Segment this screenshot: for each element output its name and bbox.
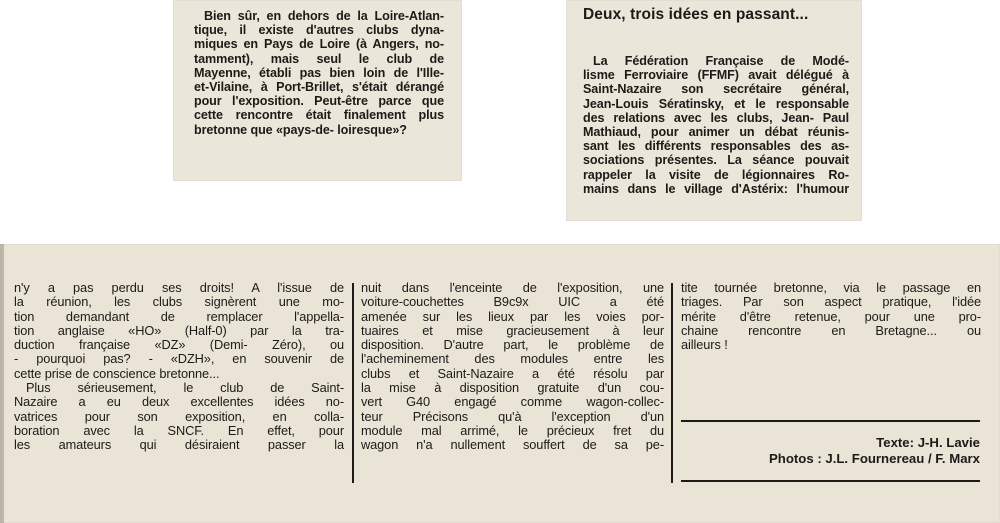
section-heading: Deux, trois idées en passant...: [583, 6, 809, 23]
text-line: la mise à disposition gratuite d'un cou-: [361, 380, 664, 396]
scan-edge-shadow: [0, 244, 4, 523]
article-column-2: [361, 281, 664, 453]
article-column-1: [14, 281, 344, 453]
text-line: n'y a pas perdu ses droits! A l'issue de: [14, 280, 344, 295]
text-line: pour l'exposition. Peut-être parce que: [194, 94, 444, 109]
text-line: cette prise de conscience bretonne...: [14, 365, 220, 381]
credits: [681, 435, 980, 466]
text-line: Bien sûr, en dehors de la Loire-Atlan-: [204, 9, 444, 23]
text-line: l'acheminement des modules entre les: [361, 351, 664, 367]
text-line: miques en Pays de Loire (à Angers, no-: [194, 37, 444, 52]
text-line: tion demandant de remplacer l'appella-: [14, 308, 344, 324]
text-line: teur Précisons qu'à l'exception d'un: [361, 408, 664, 424]
text-line: mains dans le village d'Astérix: l'humour: [583, 181, 849, 196]
text-line: chaine rencontre en Bretagne... ou: [681, 322, 981, 338]
text-line: La Fédération Française de Modé-: [593, 54, 849, 68]
text-line: la réunion, les clubs signèrent une mo-: [14, 294, 344, 310]
column-divider: [671, 283, 673, 483]
text-line: sant les différents responsables des as-: [583, 139, 849, 154]
text-line: nuit dans l'enceinte de l'exposition, une: [361, 280, 664, 295]
text-line: module mal arrimé, le précieux fret du: [361, 422, 664, 438]
text-line: voiture-couchettes B9c9x UIC a été: [361, 294, 664, 310]
text-line: boration avec la SNCF. En effet, pour: [14, 422, 344, 438]
text-line: Jean-Louis Sératinsky, et le responsable: [583, 96, 849, 111]
text-line: tique, il existe d'autres clubs dyna-: [194, 23, 444, 38]
text-line: triages. Par son aspect pratique, l'idée: [681, 294, 981, 310]
text-line: - pourquoi pas? - «DZH», en souvenir de: [14, 351, 344, 367]
text-line: mérite d'être retenue, pour une pro-: [681, 308, 981, 324]
text-line: duction française «DZ» (Demi- Zéro), ou: [14, 337, 344, 353]
text-line: ailleurs !: [681, 337, 728, 353]
text-line: tite tournée bretonne, via le passage en: [681, 280, 981, 295]
column-divider: [352, 283, 354, 483]
text-line: cette rencontre était finalement plus: [194, 108, 444, 123]
photo-credit: Photos : J.L. Fournereau / F. Marx: [768, 450, 980, 466]
text-credit: Texte: J-H. Lavie: [876, 435, 980, 450]
article-column-3: [681, 281, 981, 352]
text-line: tuaires et mise gracieusement à leur: [361, 322, 664, 338]
text-line: et-Vilaine, à Port-Brillet, s'était dérangé: [194, 80, 444, 95]
right-paragraph: [583, 54, 849, 196]
credits-rule-bottom: [681, 480, 980, 482]
text-line: les amateurs qui désiraient passer la: [14, 437, 344, 453]
text-line: Plus sérieusement, le club de Saint-: [26, 380, 344, 396]
text-line: clubs et Saint-Nazaire a été résolu par: [361, 365, 664, 381]
left-paragraph: [194, 9, 444, 137]
text-line: tamment), mais seul le club de: [194, 51, 444, 66]
text-line: sociations présentes. La séance pouvait: [583, 153, 849, 168]
text-line: lisme Ferroviaire (FFMF) avait délégué à: [583, 68, 849, 83]
text-line: vatrices pour son exposition, en colla-: [14, 408, 344, 424]
text-line: vert G40 engagé comme wagon-collec-: [361, 394, 664, 410]
text-line: disposition. D'autre part, le problème de: [361, 337, 664, 353]
text-line: Mayenne, établi pas bien loin de l'Ille-: [194, 65, 444, 80]
text-line: amenée sur les lieux par les voies por-: [361, 308, 664, 324]
text-line: wagon n'a nullement souffert de sa pe-: [361, 437, 664, 453]
text-line: Nazaire a eu deux excellentes idées no-: [14, 394, 344, 410]
text-line: rappeler la visite de légionnaires Ro-: [583, 167, 849, 182]
text-line: des relations avec les clubs, Jean- Paul: [583, 110, 849, 125]
text-line: tion anglaise «HO» (Half-0) par la tra-: [14, 322, 344, 338]
credits-rule-top: [681, 420, 980, 422]
text-line: bretonne que «pays-de- loiresque»?: [194, 122, 407, 137]
text-line: Saint-Nazaire son secrétaire général,: [583, 82, 849, 97]
text-line: Mathiaud, pour animer un débat réunis-: [583, 125, 849, 140]
